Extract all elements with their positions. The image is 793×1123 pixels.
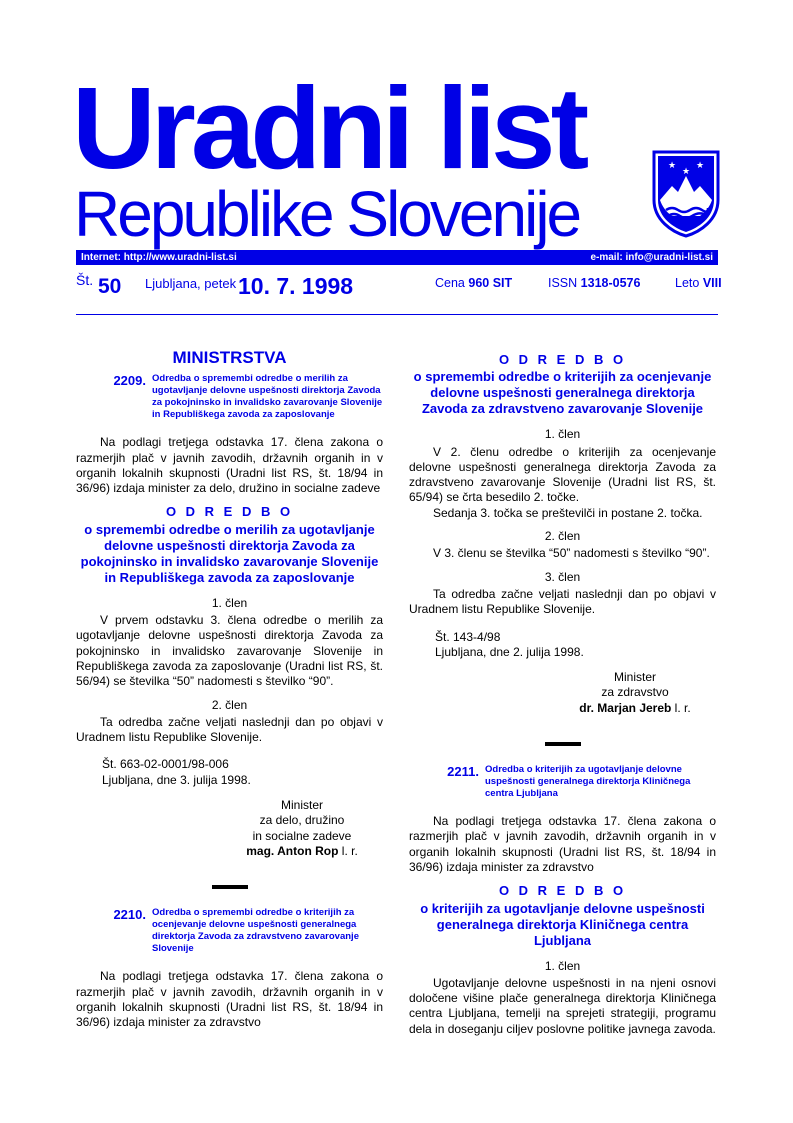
article-heading: 3. člen [544,569,581,584]
decree-label: O D R E D B O [498,883,627,899]
entry-title: Odredba o spremembi odredbe o merilih za ugotavljanje delovne uspešnosti direktorja Zavoda za pokojninsko in invalidsko zavarovanje Slovenije in Republiškega zavoda za zaposlovanje [152,373,383,421]
entry-number: 2210. [113,907,146,923]
svg-text:★: ★ [695,161,705,171]
issn-label: ISSN [548,276,578,290]
svg-text:★: ★ [681,167,691,177]
section-title: MINISTRSTVA [172,348,287,367]
reference-date: Ljubljana, dne 3. julija 1998. [102,772,251,787]
email-link[interactable]: e-mail: info@uradni-list.si [590,252,713,263]
entry-number: 2209. [113,373,146,389]
entry-number: 2211. [447,764,479,780]
article-heading: 1. člen [544,427,581,442]
decree-title: o spremembi odredbe o merilih za ugotavljanje delovne uspešnosti direktorja Zavoda za pokojninsko in invalidsko zavarovanje Slovenije in Republiškega zavoda za zaposlovanje [80,521,379,585]
entry-2209-heading [76,373,383,421]
signature-name-line [554,701,716,716]
coat-of-arms-icon [650,148,722,238]
signatory-suffix: l. r. [671,700,691,715]
issue-issn [548,276,640,306]
price-label: Cena [435,276,465,290]
article-text: V 2. členu odredbe o kriterijih za ocenjevanje delovne uspešnosti generalnega direktorja Zavoda za zdravstveno zavarovanje Slovenije (Uradni list RS, št. 65/94) se črta besedilo 2. točke. [409,444,716,505]
publication-title: Uradni list [72,63,585,193]
article-heading: 2. člen [211,697,248,712]
entry-title: Odredba o spremembi odredbe o kriterijih za ocenjevanje delovne uspešnosti generalnega direktorja Zavoda za zdravstveno zavarovanje Slovenije [152,907,359,955]
header-divider [76,314,718,315]
issue-price [435,276,512,306]
year-label: Leto [675,276,700,290]
svg-text:★: ★ [667,161,677,171]
signatory-suffix: l. r. [338,843,358,858]
publication-subtitle: Republike Slovenije [74,178,580,250]
signature-name-line [221,844,383,859]
reference-number: Št. 663-02-0001/98-006 [102,757,229,772]
signatory-name: dr. Marjan Jereb [579,700,672,715]
right-column [409,340,716,1037]
decree-label: O D R E D B O [165,504,294,520]
issue-place-day: Ljubljana, petek [145,276,237,291]
signature-block [221,798,383,859]
article-heading: 1. člen [544,958,581,973]
signature-title: Minister [613,670,656,685]
signature-ministry: za delo, družino [259,813,345,828]
entry-separator [545,742,581,746]
entry-separator [212,885,248,889]
article-heading: 1. člen [211,595,248,610]
issue-number-label: Št. [76,272,94,288]
article-text-2: Sedanja 3. točka se preštevilči in postane 2. točka. [433,505,703,520]
reference-number: Št. 143-4/98 [435,629,501,644]
article-text: V prvem odstavku 3. člena odredbe o merilih za ugotavljanje delovne uspešnosti direktorja Zavoda za pokojninsko in invalidsko zavarovanje Slovenije in Republiškega zavoda za zaposlovanje (Uradni list RS, št. 56/94) se številka “50” nadomesti s številko “90”. [76,613,383,689]
issue-number: 50 [98,275,122,298]
article-text: Ta odredba začne veljati naslednji dan po objavi v Uradnem listu Republike Slovenije. [409,586,716,617]
reference-date: Ljubljana, dne 2. julija 1998. [435,644,584,659]
price-value: 960 SIT [468,276,513,290]
entry-2210-heading [76,907,383,955]
decree-title: o kriterijih za ugotavljanje delovne uspešnosti generalnega direktorja Kliničnega centra Ljubljana [420,900,705,948]
decree-label: O D R E D B O [498,352,627,367]
entry-title: Odredba o kriterijih za ugotavljanje delovne uspešnosti generalnega direktorja Kliničnega centra Ljubljana [485,764,691,800]
article-heading: 2. člen [544,529,581,544]
signature-title: Minister [280,798,323,813]
year-value: VIII [702,276,722,290]
issn-value: 1318-0576 [580,276,641,290]
issue-date: 10. 7. 1998 [238,273,354,299]
article-text: V 3. členu se številka “50” nadomesti s številko “90”. [433,546,710,561]
issue-year [675,276,722,306]
signature-ministry: za zdravstvo [601,685,669,700]
contact-bar [76,250,718,265]
article-text: Ta odredba začne veljati naslednji dan po objavi v Uradnem listu Republike Slovenije. [76,714,383,745]
signatory-name: mag. Anton Rop [246,843,339,858]
decree-title: o spremembi odredbe o kriterijih za ocenjevanje delovne uspešnosti generalnega direktorja Zavoda za zdravstveno zavarovanje Slovenije [413,369,712,417]
left-column [76,340,383,1030]
internet-link[interactable]: Internet: http://www.uradni-list.si [81,252,237,263]
entry-intro: Na podlagi tretjega odstavka 17. člena zakona o razmerjih plač v javnih zavodih, državnih organih in v organih lokalnih skupnosti (Uradni list RS, št. 18/94 in 36/96) izdaja minister za delo, družino in socialne zadeve [76,435,383,496]
signature-ministry-2: in socialne zadeve [252,828,352,843]
article-text: Ugotavljanje delovne uspešnosti in na njeni osnovi določene višine plače generalnega direktorja Kliničnega centra Ljubljana, temelji na sprejeti strategiji, programu dela in doseganju ciljev poslovne politike javnega zavoda. [409,975,716,1036]
entry-intro: Na podlagi tretjega odstavka 17. člena zakona o razmerjih plač v javnih zavodih, državnih organih in v organih lokalnih skupnosti (Uradni list RS, št. 18/94 in 36/96) izdaja minister za zdravstvo [76,969,383,1030]
entry-intro: Na podlagi tretjega odstavka 17. člena zakona o razmerjih plač v javnih zavodih, državnih organih in v organih lokalnih skupnosti (Uradni list RS, št. 18/94 in 36/96) izdaja minister za zdravstvo [409,814,716,874]
signature-block [554,670,716,716]
entry-2211-heading [409,764,716,800]
